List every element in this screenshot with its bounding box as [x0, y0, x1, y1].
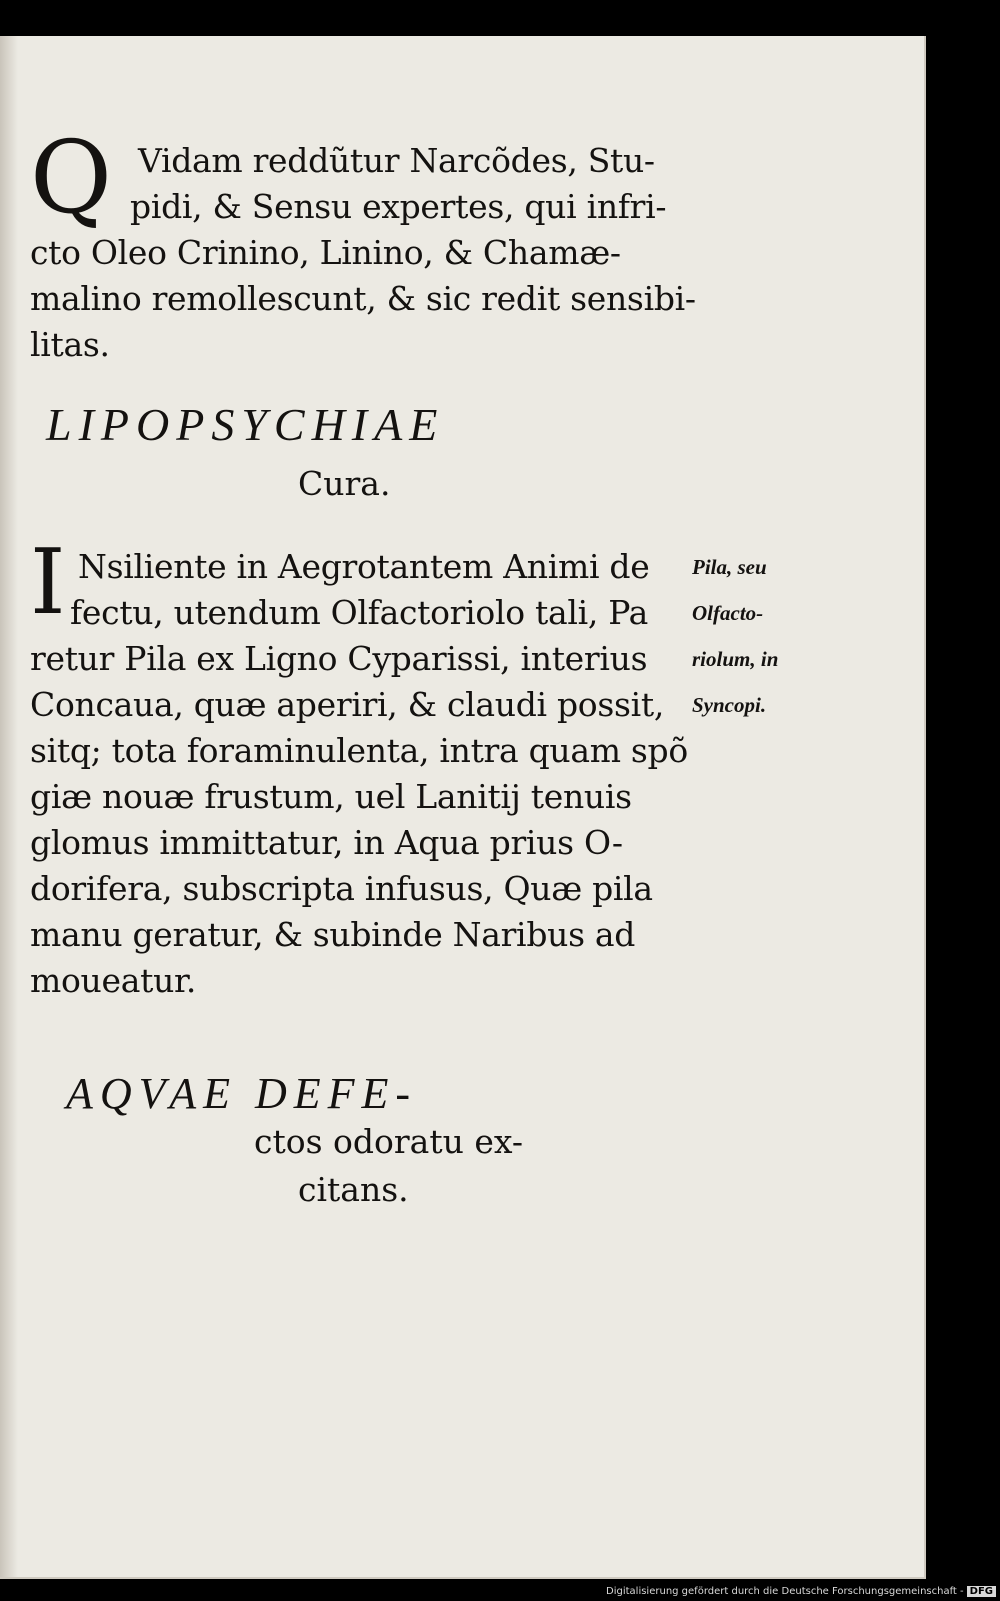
text-line: litas. [30, 325, 110, 364]
paragraph-olfactoriolum [30, 544, 690, 1004]
text-line: sitq; tota foraminulenta, intra quam spõ [30, 731, 688, 770]
page-edge-shadow [0, 36, 18, 1577]
dropcap-q: Q [30, 119, 112, 236]
book-page [0, 36, 926, 1579]
text-line: Vidam reddũtur Narcõdes, Stu- [138, 141, 655, 180]
heading-aquae-defectos: AQVAE DEFE- [66, 1069, 418, 1118]
dfg-logo: DFG [967, 1586, 996, 1597]
heading-lipopsychiae: LIPOPSYCHIAE [46, 399, 445, 450]
marginal-line: Olfacto- [692, 601, 764, 625]
digitization-credit [606, 1586, 996, 1597]
heading-line: citans. [298, 1170, 409, 1209]
text-line: manu geratur, & subinde Naribus ad [30, 915, 636, 954]
text-line: cto Oleo Crinino, Linino, & Chamæ- [30, 233, 621, 272]
text-line: giæ nouæ frustum, uel Lanitij tenuis [30, 777, 632, 816]
subheading-cura: Cura. [298, 464, 391, 503]
paragraph-narcodes [30, 138, 696, 368]
text-line: malino remollescunt, & sic redit sensibi- [30, 279, 696, 318]
text-line: glomus immittatur, in Aqua prius O- [30, 823, 623, 862]
text-line: pidi, & Sensu expertes, qui infri- [130, 187, 667, 226]
marginal-note [692, 544, 832, 728]
text-line: Concaua, quæ aperiri, & claudi possit, [30, 685, 665, 724]
heading-line: ctos odoratu ex- [254, 1122, 524, 1161]
marginal-line: Syncopi. [692, 693, 767, 717]
text-line: fectu, utendum Olfactoriolo tali, Pa [70, 593, 649, 632]
text-line: Nsiliente in Aegrotantem Animi de [78, 547, 650, 586]
marginal-line: Pila, seu [692, 555, 767, 579]
text-line: dorifera, subscripta infusus, Quæ pila [30, 869, 653, 908]
marginal-line: riolum, in [692, 647, 779, 671]
dropcap-i: I [30, 530, 66, 635]
text-line: retur Pila ex Ligno Cyparissi, interius [30, 639, 648, 678]
credit-text: Digitalisierung gefördert durch die Deutsche Forschungsgemeinschaft - [606, 1586, 964, 1597]
text-line: moueatur. [30, 961, 197, 1000]
